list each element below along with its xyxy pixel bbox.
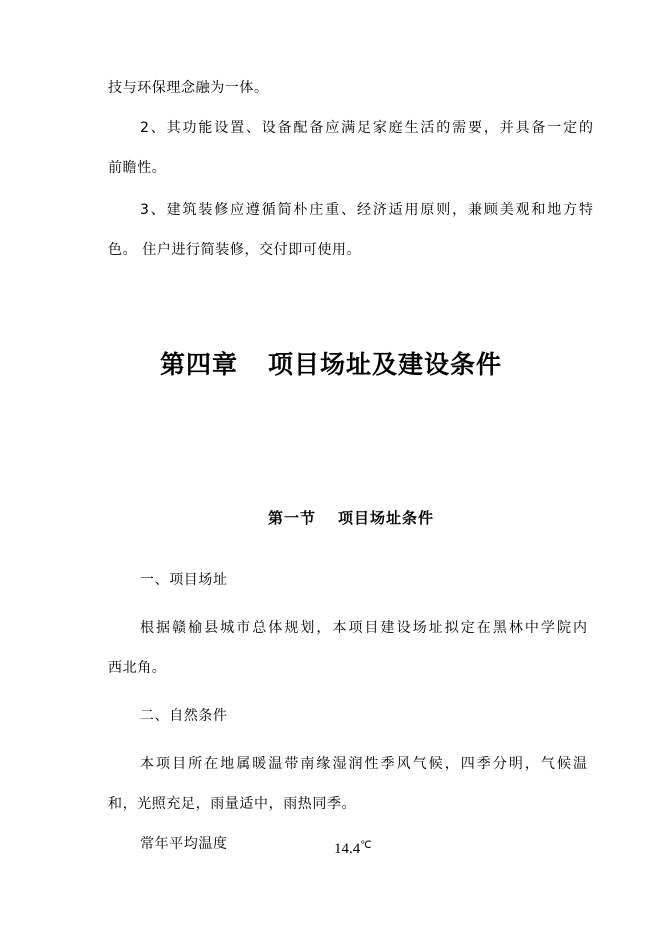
avg-temp-label: 常年平均温度: [140, 836, 228, 852]
section-title: [0, 507, 662, 529]
site-text-line-1: 根据赣榆县城市总体规划，本项目建设场址拟定在黑林中学院内: [140, 620, 587, 636]
subsection-nature-heading: 二、自然条件: [140, 708, 228, 724]
paragraph-3-line-1: 3、建筑装修应遵循简朴庄重、经济适用原则，兼顾美观和地方特: [140, 202, 593, 218]
section-number: 第一节: [267, 509, 316, 527]
paragraph-3-line-2: 色。 住户进行简装修，交付即可使用。: [108, 242, 362, 258]
nature-text-line-2: 和，光照充足，雨量适中，雨热同季。: [108, 796, 357, 812]
chapter-title: [0, 348, 662, 382]
subsection-site-heading: 一、项目场址: [140, 572, 228, 588]
paragraph-2-line-1: 2、其功能设置、设备配备应满足家庭生活的需要，并具备一定的: [140, 120, 593, 136]
paragraph-2-line-2: 前瞻性。: [108, 160, 167, 176]
avg-temp-value: [334, 836, 371, 859]
site-text-line-2: 西北角。: [108, 660, 167, 676]
avg-temp-unit: ℃: [360, 840, 372, 851]
avg-temp-number: 14.4: [334, 841, 361, 857]
chapter-number: 第四章: [159, 350, 238, 379]
section-name: 项目场址条件: [338, 509, 435, 527]
paragraph-1-continuation: 技与环保理念融为一体。: [108, 80, 269, 96]
chapter-name: 项目场址及建设条件: [268, 350, 503, 379]
nature-text-line-1: 本项目所在地属暖温带南缘湿润性季风气候，四季分明，气候温: [140, 756, 587, 772]
